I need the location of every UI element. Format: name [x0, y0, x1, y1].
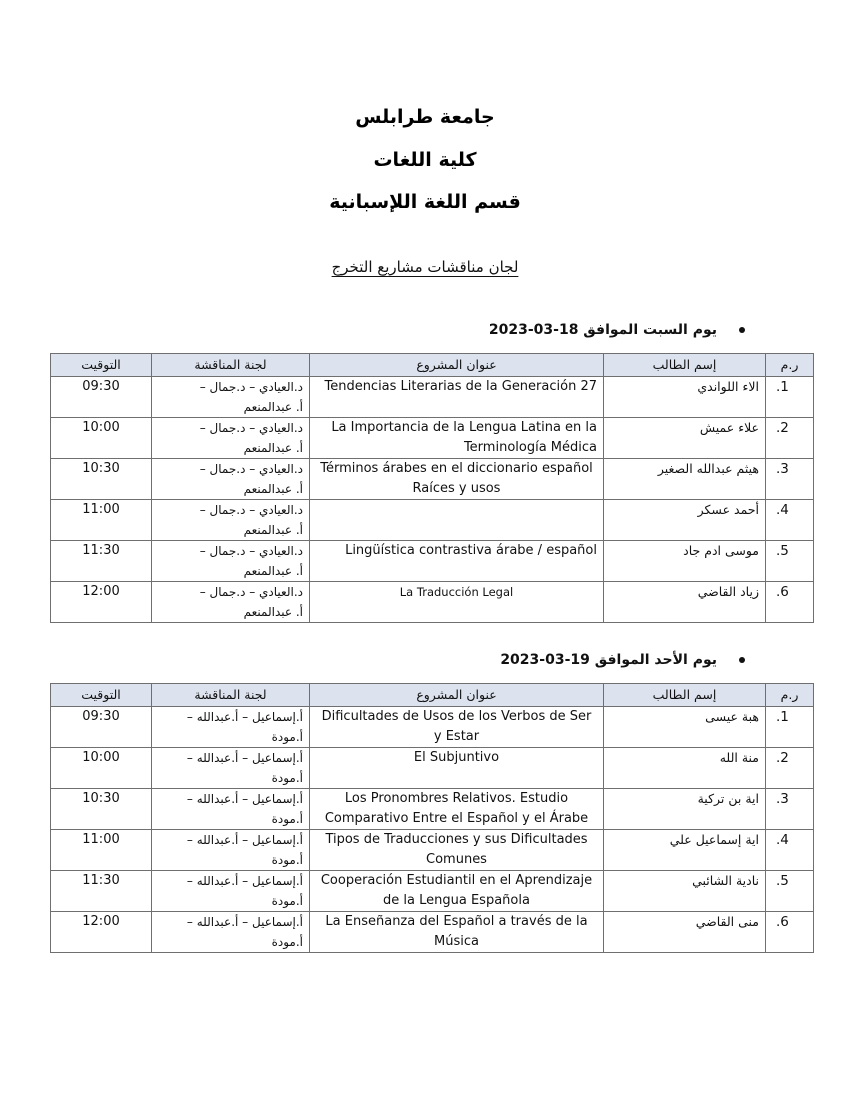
- row-number: .5: [776, 543, 789, 559]
- table-row: [51, 500, 814, 541]
- time-slot: 09:30: [51, 377, 152, 418]
- committee: [152, 418, 310, 459]
- time-slot: 12:00: [51, 582, 152, 623]
- committee-line: أ.مودة: [271, 894, 303, 908]
- student-name: علاء عميش: [604, 418, 766, 459]
- column-header-time: التوقيت: [51, 354, 152, 377]
- time-slot: 10:30: [51, 459, 152, 500]
- row-number: .4: [776, 832, 789, 848]
- row-number: .3: [776, 461, 789, 477]
- column-header-committee: لجنة المناقشة: [152, 354, 310, 377]
- committee: [152, 582, 310, 623]
- faculty-title: كلية اللغات: [373, 149, 477, 171]
- committee-line: د.العيادي – د.جمال –: [199, 421, 303, 435]
- committee-line: أ.مودة: [271, 812, 303, 826]
- time-slot: 11:00: [51, 500, 152, 541]
- time-slot: 10:00: [51, 748, 152, 789]
- project-title: [310, 500, 604, 541]
- row-number: .1: [776, 379, 789, 395]
- project-title: Lingüística contrastiva árabe / español: [310, 541, 604, 582]
- table-row: [51, 582, 814, 623]
- time-slot: 09:30: [51, 707, 152, 748]
- column-header-number: ر.م: [766, 684, 814, 707]
- column-header-number: ر.م: [766, 354, 814, 377]
- table-row: [51, 707, 814, 748]
- committee-line: أ. عبدالمنعم: [243, 400, 303, 414]
- committee-line: د.العيادي – د.جمال –: [199, 380, 303, 394]
- row-number: .2: [776, 750, 789, 766]
- student-name: أحمد عسكر: [604, 500, 766, 541]
- row-number: .3: [776, 791, 789, 807]
- committee-line: أ. عبدالمنعم: [243, 605, 303, 619]
- project-title: Los Pronombres Relativos. Estudio Comparativo Entre el Español y el Árabe: [310, 789, 604, 830]
- project-title: Cooperación Estudiantil en el Aprendizaje de la Lengua Española: [310, 871, 604, 912]
- student-name: الاء اللواندي: [604, 377, 766, 418]
- project-title: Términos árabes en el diccionario español Raíces y usos: [310, 459, 604, 500]
- table-row: [51, 377, 814, 418]
- committee-line: أ.مودة: [271, 935, 303, 949]
- day-heading-text: يوم الأحد الموافق 19-03-2023: [500, 652, 717, 668]
- student-name: زياد القاضي: [604, 582, 766, 623]
- table-row: [51, 541, 814, 582]
- committee-line: أ.إسماعيل – أ.عبدالله –: [186, 833, 303, 847]
- column-header-student: إسم الطالب: [604, 684, 766, 707]
- table-row: [51, 418, 814, 459]
- committee-line: أ. عبدالمنعم: [243, 523, 303, 537]
- committee-line: أ.إسماعيل – أ.عبدالله –: [186, 915, 303, 929]
- time-slot: 11:30: [51, 541, 152, 582]
- project-title: La Importancia de la Lengua Latina en la Terminología Médica: [310, 418, 604, 459]
- row-number: .2: [776, 420, 789, 436]
- row-number: .6: [776, 914, 789, 930]
- committee: [152, 707, 310, 748]
- committee-line: د.العيادي – د.جمال –: [199, 462, 303, 476]
- table-row: [51, 789, 814, 830]
- table-header-row: [51, 354, 814, 377]
- student-name: اية إسماعيل علي: [604, 830, 766, 871]
- table-row: [51, 830, 814, 871]
- table-row: [51, 912, 814, 953]
- table-row: [51, 871, 814, 912]
- project-title: Tipos de Traducciones y sus Dificultades Comunes: [310, 830, 604, 871]
- student-name: اية بن تركية: [604, 789, 766, 830]
- time-slot: 11:00: [51, 830, 152, 871]
- row-number: .6: [776, 584, 789, 600]
- committee-line: أ. عبدالمنعم: [243, 441, 303, 455]
- column-header-title: عنوان المشروع: [310, 354, 604, 377]
- committee: [152, 541, 310, 582]
- student-name: منة الله: [604, 748, 766, 789]
- table-row: [51, 748, 814, 789]
- committee: [152, 500, 310, 541]
- column-header-title: عنوان المشروع: [310, 684, 604, 707]
- committee-line: د.العيادي – د.جمال –: [199, 503, 303, 517]
- committee: [152, 789, 310, 830]
- committee-line: د.العيادي – د.جمال –: [199, 544, 303, 558]
- student-name: منى القاضي: [604, 912, 766, 953]
- committee: [152, 459, 310, 500]
- schedule-table-saturday: [50, 353, 814, 623]
- student-name: هبة عيسى: [604, 707, 766, 748]
- time-slot: 12:00: [51, 912, 152, 953]
- row-number: .5: [776, 873, 789, 889]
- project-title: La Enseñanza del Español a través de la Música: [310, 912, 604, 953]
- table-header-row: [51, 684, 814, 707]
- committee: [152, 871, 310, 912]
- time-slot: 10:30: [51, 789, 152, 830]
- bullet-icon: [739, 327, 745, 333]
- committee: [152, 748, 310, 789]
- time-slot: 11:30: [51, 871, 152, 912]
- row-number: .4: [776, 502, 789, 518]
- committee-line: أ.مودة: [271, 730, 303, 744]
- column-header-student: إسم الطالب: [604, 354, 766, 377]
- project-title: Dificultades de Usos de los Verbos de Ser y Estar: [310, 707, 604, 748]
- project-title: El Subjuntivo: [310, 748, 604, 789]
- project-title: La Traducción Legal: [310, 582, 604, 623]
- committee-line: د.العيادي – د.جمال –: [199, 585, 303, 599]
- university-title: جامعة طرابلس: [355, 106, 495, 128]
- committee: [152, 830, 310, 871]
- student-name: نادية الشائبي: [604, 871, 766, 912]
- committee-line: أ.إسماعيل – أ.عبدالله –: [186, 792, 303, 806]
- committee-line: أ. عبدالمنعم: [243, 482, 303, 496]
- committee-line: أ.إسماعيل – أ.عبدالله –: [186, 874, 303, 888]
- schedule-table-sunday: [50, 683, 814, 953]
- day-heading-saturday: [489, 322, 745, 338]
- bullet-icon: [739, 657, 745, 663]
- committee-line: أ.إسماعيل – أ.عبدالله –: [186, 751, 303, 765]
- time-slot: 10:00: [51, 418, 152, 459]
- day-heading-text: يوم السبت الموافق 18-03-2023: [488, 322, 717, 338]
- committee-line: أ.مودة: [271, 853, 303, 867]
- committee: [152, 377, 310, 418]
- column-header-time: التوقيت: [51, 684, 152, 707]
- document-subtitle: لجان مناقشات مشاريع التخرج: [331, 258, 519, 276]
- student-name: هيثم عبدالله الصغير: [604, 459, 766, 500]
- department-title: قسم اللغة اللإسبانية: [329, 191, 521, 213]
- row-number: .1: [776, 709, 789, 725]
- project-title: Tendencias Literarias de la Generación 27: [310, 377, 604, 418]
- committee-line: أ. عبدالمنعم: [243, 564, 303, 578]
- committee-line: أ.مودة: [271, 771, 303, 785]
- day-heading-sunday: [500, 652, 745, 668]
- committee: [152, 912, 310, 953]
- student-name: موسى ادم جاد: [604, 541, 766, 582]
- committee-line: أ.إسماعيل – أ.عبدالله –: [186, 710, 303, 724]
- table-row: [51, 459, 814, 500]
- column-header-committee: لجنة المناقشة: [152, 684, 310, 707]
